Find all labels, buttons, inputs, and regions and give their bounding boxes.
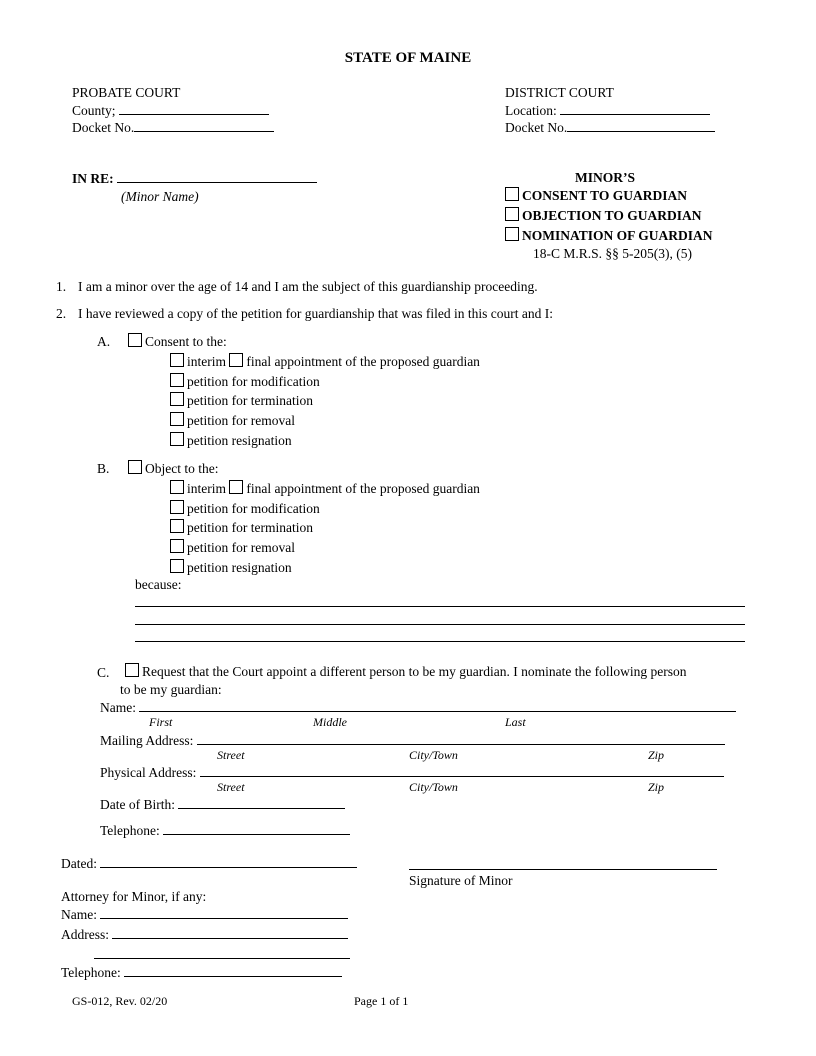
hint-city: City/Town — [409, 748, 458, 762]
signature-line[interactable] — [409, 869, 717, 870]
section-a-item — [170, 373, 320, 390]
nomination-label: NOMINATION OF GUARDIAN — [522, 228, 713, 243]
section-a-appointment-row — [170, 353, 480, 370]
section-b-item — [170, 500, 320, 517]
section-a-item-label: petition for removal — [187, 413, 295, 428]
section-a-termination-checkbox[interactable] — [170, 392, 184, 406]
probate-county-label: County; — [72, 103, 119, 118]
statement-2-num: 2. — [56, 306, 67, 321]
section-c-request — [125, 663, 687, 680]
minor-name-hint: (Minor Name) — [121, 189, 199, 204]
statement-1-text: I am a minor over the age of 14 and I am the subject of this guardianship proceeding. — [78, 279, 538, 294]
nominee-phone-field[interactable] — [163, 822, 350, 835]
district-location-field[interactable] — [560, 102, 710, 115]
dated-field[interactable] — [100, 855, 357, 868]
doc-type-heading: MINOR’S — [575, 170, 635, 185]
section-a-item-label: petition resignation — [187, 433, 292, 448]
doc-type-nomination — [505, 227, 713, 244]
probate-docket-field[interactable] — [134, 119, 274, 132]
page-number: Page 1 of 1 — [354, 994, 409, 1008]
doc-type-objection — [505, 207, 702, 224]
district-docket-row — [505, 119, 715, 136]
section-b-final-label: final appointment of the proposed guardian — [246, 481, 480, 496]
hint-zip: Zip — [648, 748, 665, 762]
attorney-address-label: Address: — [61, 927, 113, 942]
attorney-address-line-2[interactable] — [94, 958, 350, 959]
mailing-address-field[interactable] — [197, 732, 725, 745]
section-a-final-label: final appointment of the proposed guardian — [246, 354, 480, 369]
section-b-resignation-checkbox[interactable] — [170, 559, 184, 573]
because-label: because: — [135, 577, 182, 592]
attorney-phone-row — [61, 964, 342, 981]
in-re-row — [72, 170, 317, 187]
district-docket-label: Docket No. — [505, 120, 568, 135]
consent-label: CONSENT TO GUARDIAN — [522, 188, 688, 203]
district-location-row — [505, 102, 710, 119]
nominee-name-row — [100, 699, 736, 716]
probate-county-field[interactable] — [119, 102, 269, 115]
section-b-item — [170, 539, 295, 556]
statute-reference: 18-C M.R.S. §§ 5-205(3), (5) — [533, 246, 692, 261]
statement-2-text: I have reviewed a copy of the petition for guardianship that was filed in this court and I: — [78, 306, 553, 321]
hint-middle: Middle — [313, 715, 347, 729]
section-b-termination-checkbox[interactable] — [170, 519, 184, 533]
page-title: STATE OF MAINE — [344, 50, 472, 66]
section-c-text-line1: Request that the Court appoint a different person to be my guardian. I nominate the following person — [142, 664, 687, 679]
section-a-consent — [128, 333, 227, 350]
district-docket-field[interactable] — [567, 119, 715, 132]
section-a-letter: A. — [97, 334, 111, 349]
mailing-address-row — [100, 732, 725, 749]
section-a-resignation-checkbox[interactable] — [170, 432, 184, 446]
attorney-name-field[interactable] — [100, 906, 348, 919]
district-court-heading: DISTRICT COURT — [505, 85, 614, 100]
doc-type-consent — [505, 187, 687, 204]
mailing-address-label: Mailing Address: — [100, 733, 197, 748]
objection-checkbox[interactable] — [505, 207, 519, 221]
probate-court-heading: PROBATE COURT — [72, 85, 181, 100]
dated-row — [61, 855, 357, 872]
probate-docket-row — [72, 119, 274, 136]
because-line-1[interactable] — [135, 606, 745, 607]
probate-county-row — [72, 102, 269, 119]
district-location-label: Location: — [505, 103, 561, 118]
section-b-interim-label: interim — [187, 481, 226, 496]
section-b-item — [170, 559, 292, 576]
section-a-interim-checkbox[interactable] — [170, 353, 184, 367]
section-b-object — [128, 460, 218, 477]
section-a-interim-label: interim — [187, 354, 226, 369]
section-b-item-label: petition for termination — [187, 520, 313, 535]
objection-label: OBJECTION TO GUARDIAN — [522, 208, 702, 223]
because-line-3[interactable] — [135, 641, 745, 642]
attorney-address-row — [61, 926, 348, 943]
minor-name-field[interactable] — [117, 170, 317, 183]
section-b-removal-checkbox[interactable] — [170, 539, 184, 553]
hint-zip: Zip — [648, 780, 665, 794]
dob-label: Date of Birth: — [100, 797, 179, 812]
attorney-name-row — [61, 906, 348, 923]
section-b-interim-checkbox[interactable] — [170, 480, 184, 494]
section-a-removal-checkbox[interactable] — [170, 412, 184, 426]
form-id: GS-012, Rev. 02/20 — [72, 994, 168, 1008]
section-b-label: Object to the: — [145, 461, 219, 476]
because-line-2[interactable] — [135, 624, 745, 625]
attorney-heading: Attorney for Minor, if any: — [61, 889, 207, 904]
hint-first: First — [149, 715, 173, 729]
consent-checkbox[interactable] — [505, 187, 519, 201]
section-c-text-line2: to be my guardian: — [120, 682, 222, 697]
hint-city: City/Town — [409, 780, 458, 794]
section-b-item — [170, 519, 313, 536]
physical-address-field[interactable] — [200, 764, 724, 777]
section-a-item — [170, 432, 292, 449]
attorney-address-field[interactable] — [112, 926, 348, 939]
section-a-modification-checkbox[interactable] — [170, 373, 184, 387]
section-b-letter: B. — [97, 461, 110, 476]
nominee-name-label: Name: — [100, 700, 140, 715]
section-b-item-label: petition resignation — [187, 560, 292, 575]
dob-row — [100, 796, 345, 813]
nominee-phone-row — [100, 822, 350, 839]
in-re-label: IN RE: — [72, 171, 118, 186]
section-a-final-checkbox[interactable] — [229, 353, 243, 367]
dob-field[interactable] — [178, 796, 345, 809]
nominee-name-field[interactable] — [139, 699, 736, 712]
section-a-label: Consent to the: — [145, 334, 227, 349]
hint-street: Street — [217, 748, 245, 762]
section-b-checkbox[interactable] — [128, 460, 142, 474]
section-a-item-label: petition for modification — [187, 374, 320, 389]
nomination-checkbox[interactable] — [505, 227, 519, 241]
section-b-modification-checkbox[interactable] — [170, 500, 184, 514]
statement-1-num: 1. — [56, 279, 67, 294]
attorney-phone-label: Telephone: — [61, 965, 125, 980]
hint-last: Last — [505, 715, 526, 729]
section-b-item-label: petition for removal — [187, 540, 295, 555]
section-b-item-label: petition for modification — [187, 501, 320, 516]
dated-label: Dated: — [61, 856, 101, 871]
section-b-final-checkbox[interactable] — [229, 480, 243, 494]
section-a-item — [170, 412, 295, 429]
nominee-phone-label: Telephone: — [100, 823, 164, 838]
section-b-appointment-row — [170, 480, 480, 497]
section-a-item — [170, 392, 313, 409]
section-c-checkbox[interactable] — [125, 663, 139, 677]
physical-address-row — [100, 764, 724, 781]
attorney-name-label: Name: — [61, 907, 101, 922]
section-a-item-label: petition for termination — [187, 393, 313, 408]
attorney-phone-field[interactable] — [124, 964, 342, 977]
probate-docket-label: Docket No. — [72, 120, 135, 135]
hint-street: Street — [217, 780, 245, 794]
signature-label: Signature of Minor — [409, 873, 513, 888]
physical-address-label: Physical Address: — [100, 765, 200, 780]
section-c-letter: C. — [97, 665, 110, 680]
section-a-checkbox[interactable] — [128, 333, 142, 347]
